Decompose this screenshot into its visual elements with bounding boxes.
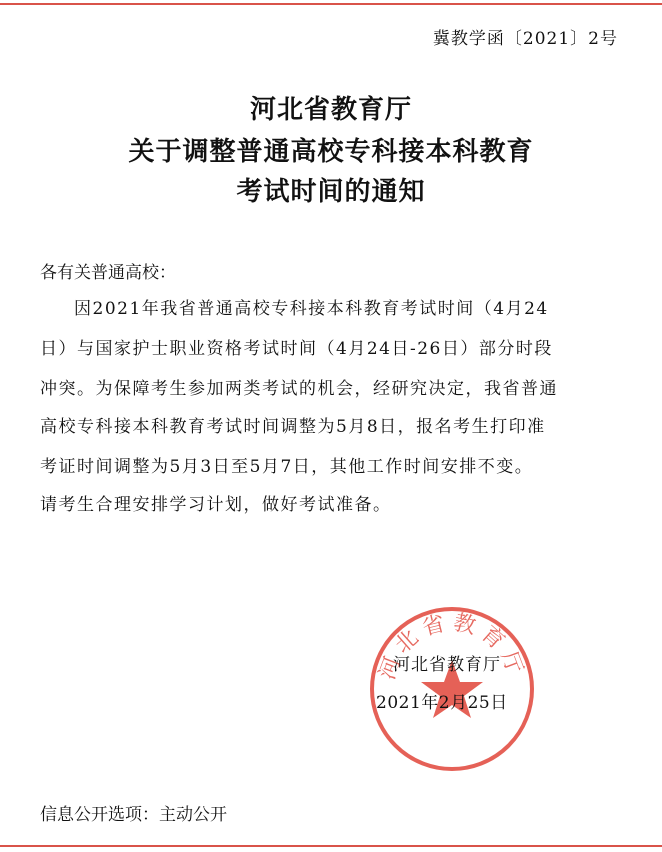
body-paragraph-line: 请考生合理安排学习计划，做好考试准备。 bbox=[40, 495, 392, 515]
title-line-1: 河北省教育厅 bbox=[249, 95, 412, 125]
body-paragraph-line: 高校专科接本科教育考试时间调整为5月8日，报名考生打印准 bbox=[40, 417, 546, 437]
document-number: 冀教学函〔2021〕2号 bbox=[432, 29, 618, 49]
body-paragraph-line: 冲突。为保障考生参加两类考试的机会，经研究决定，我省普通 bbox=[40, 379, 558, 399]
title-line-3: 考试时间的通知 bbox=[236, 177, 426, 207]
seal-text: 河北省教育厅 bbox=[374, 610, 530, 684]
body-paragraph-line: 日）与国家护士职业资格考试时间（4月24日-26日）部分时段 bbox=[40, 339, 553, 359]
salutation: 各有关普通高校： bbox=[40, 263, 176, 283]
bottom-border-line bbox=[0, 845, 662, 847]
disclosure-option: 信息公开选项：主动公开 bbox=[40, 805, 227, 825]
body-paragraph-line: 考证时间调整为5月3日至5月7日，其他工作时间安排不变。 bbox=[40, 457, 534, 477]
signature-organization: 河北省教育厅 bbox=[393, 655, 501, 675]
top-border-line bbox=[0, 3, 662, 5]
body-paragraph-line: 因2021年我省普通高校专科接本科教育考试时间（4月24 bbox=[74, 299, 549, 319]
title-line-2: 关于调整普通高校专科接本科教育 bbox=[128, 137, 534, 167]
signature-date: 2021年2月25日 bbox=[376, 693, 508, 713]
